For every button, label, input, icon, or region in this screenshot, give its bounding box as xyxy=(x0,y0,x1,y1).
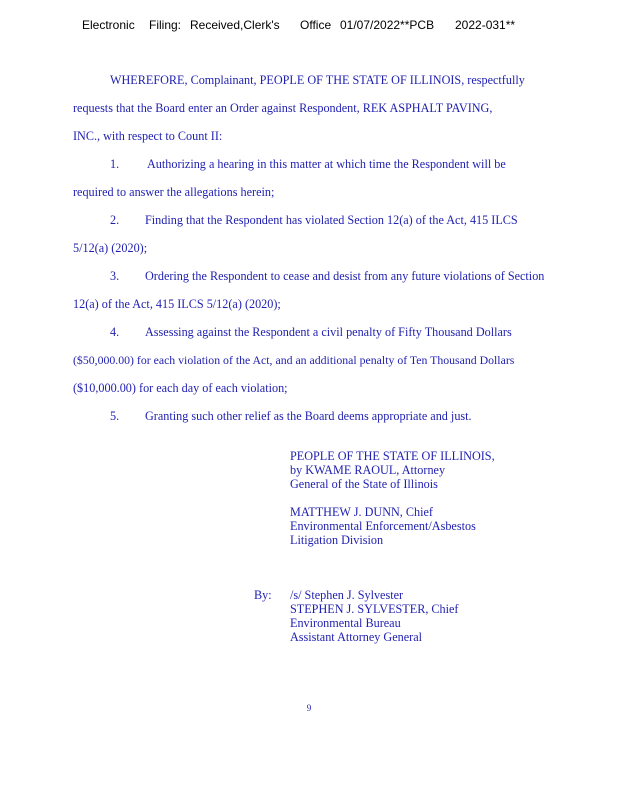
header-office: Office xyxy=(300,18,332,32)
item-4-number: 4. xyxy=(110,325,120,339)
prayer-line-1: WHEREFORE, Complainant, PEOPLE OF THE STATE OF ILLINOIS, respectfully xyxy=(110,73,525,87)
item-4-line-2: ($50,000.00) for each violation of the Act, and an additional penalty of Ten Thousand Dollars xyxy=(73,353,515,367)
chief-name: MATTHEW J. DUNN, Chief xyxy=(290,505,433,519)
item-4-line-1: Assessing against the Respondent a civil penalty of Fifty Thousand Dollars xyxy=(145,325,512,339)
item-3-line-1: Ordering the Respondent to cease and desist from any future violations of Section xyxy=(145,269,545,283)
item-4-line-3: ($10,000.00) for each day of each violation; xyxy=(73,381,288,395)
header-received: Received,Clerk's xyxy=(190,18,280,32)
page-number: 9 xyxy=(306,703,312,713)
item-2-line-1: Finding that the Respondent has violated Section 12(a) of the Act, 415 ILCS xyxy=(145,213,518,227)
chief-line-3: Litigation Division xyxy=(290,533,384,547)
header-date-pcb: 01/07/2022**PCB xyxy=(340,18,435,32)
item-1-number: 1. xyxy=(110,157,120,171)
filing-header xyxy=(0,18,618,38)
item-2-number: 2. xyxy=(110,213,120,227)
header-case-number: 2022-031** xyxy=(455,18,516,32)
item-3-line-2: 12(a) of the Act, 415 ILCS 5/12(a) (2020); xyxy=(73,297,281,311)
item-2-line-2: 5/12(a) (2020); xyxy=(73,241,148,255)
header-filing: Filing: xyxy=(149,18,182,32)
item-5-line-1: Granting such other relief as the Board deems appropriate and just. xyxy=(145,409,472,423)
prayer-line-2: requests that the Board enter an Order against Respondent, REK ASPHALT PAVING, xyxy=(73,101,493,115)
prayer-line-3: INC., with respect to Count II: xyxy=(73,129,223,143)
item-1-line-1: Authorizing a hearing in this matter at which time the Respondent will be xyxy=(147,157,506,171)
party-line-3: General of the State of Illinois xyxy=(290,477,438,491)
electronic-signature: /s/ Stephen J. Sylvester xyxy=(290,588,404,602)
by-label: By: xyxy=(254,588,272,602)
signer-line-2: Environmental Bureau xyxy=(290,616,401,630)
party-line-2: by KWAME RAOUL, Attorney xyxy=(290,463,446,477)
item-5-number: 5. xyxy=(110,409,120,423)
signer-name: STEPHEN J. SYLVESTER, Chief xyxy=(290,602,459,616)
chief-line-2: Environmental Enforcement/Asbestos xyxy=(290,519,476,533)
header-electronic: Electronic xyxy=(82,18,135,32)
party-line-1: PEOPLE OF THE STATE OF ILLINOIS, xyxy=(290,449,495,463)
item-1-line-2: required to answer the allegations herein; xyxy=(73,185,275,199)
item-3-number: 3. xyxy=(110,269,120,283)
signer-line-3: Assistant Attorney General xyxy=(290,630,423,644)
